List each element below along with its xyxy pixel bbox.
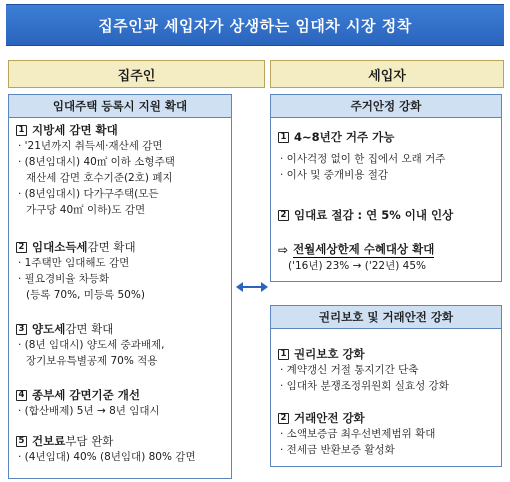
section-title: 건보료 [32, 434, 66, 448]
list-item: · '21년까지 취득세·재산세 감면 [18, 140, 163, 152]
list-item: · 소액보증금 최우선변제범위 확대 [280, 428, 436, 440]
section-title: 임대소득세 [32, 240, 88, 254]
list-item: · (8년임대시) 40㎡ 이하 소형주택 [18, 156, 175, 168]
section-title-suffix: 부담 완화 [65, 434, 114, 448]
tenant-housing-section-2 [278, 207, 497, 223]
tenant-rights-panel [270, 305, 502, 467]
page-title: 집주인과 세입자가 상생하는 임대차 시장 정착 [6, 4, 504, 46]
landlord-panel-title: 임대주택 등록시 지원 확대 [9, 95, 231, 118]
arrow-right-icon: ⇨ [278, 242, 289, 257]
tenant-housing-section-1 [278, 129, 497, 183]
list-item: 장기보유특별공제 70% 적용 [26, 355, 158, 367]
list-item: · (합산배제) 5년 → 8년 임대시 [18, 405, 160, 417]
list-item: · (8년임대시) 다가구주택(모든 [18, 188, 159, 200]
section-title-suffix: 감면 확대 [65, 322, 114, 336]
section-title-suffix: 감면 확대 [87, 240, 136, 254]
list-item: · 계약갱신 거절 통지기간 단축 [280, 364, 419, 376]
tenant-rights-section-1 [278, 346, 497, 394]
list-item: · (8년 임대시) 양도세 중과배제, [18, 339, 165, 351]
list-item: · 필요경비율 차등화 [18, 273, 110, 285]
number-badge: 4 [16, 390, 27, 401]
section-title: 거래안전 강화 [294, 411, 365, 425]
number-badge: 1 [16, 125, 27, 136]
section-title: 4~8년간 거주 가능 [294, 130, 395, 144]
list-item: 재산세 감면 호수기준(2호) 폐지 [26, 172, 173, 184]
number-badge: 2 [16, 242, 27, 253]
list-item: · 전세금 반환보증 활성화 [280, 444, 395, 456]
tenant-housing-section-3 [278, 241, 497, 274]
tenant-rights-section-2 [278, 410, 497, 458]
section-title: 지방세 감면 확대 [32, 123, 118, 137]
list-item: · (4년임대) 40% (8년임대) 80% 감면 [18, 451, 196, 463]
number-badge: 5 [16, 436, 27, 447]
section-title: 전월세상한제 수혜대상 확대 [293, 242, 435, 256]
list-item: 가구당 40㎡ 이하)도 감면 [26, 204, 146, 216]
landlord-panel [8, 94, 232, 479]
list-item: · 이사 및 중개비용 절감 [280, 169, 388, 181]
number-badge: 2 [278, 413, 289, 424]
landlord-section-4 [16, 387, 227, 419]
tenant-rights-panel-title: 권리보호 및 거래안전 강화 [271, 306, 501, 329]
number-badge: 1 [278, 349, 289, 360]
double-arrow-icon [236, 281, 268, 293]
section-title: 양도세 [32, 322, 66, 336]
list-item: · 이사걱정 없이 한 집에서 오래 거주 [280, 153, 446, 165]
number-badge: 3 [16, 324, 27, 335]
landlord-section-2 [16, 239, 227, 303]
number-badge: 1 [278, 132, 289, 143]
landlord-section-5 [16, 433, 227, 465]
section-title: 권리보호 강화 [294, 347, 365, 361]
list-item: ('16년) 23% → ('22년) 45% [288, 260, 426, 272]
column-header-tenant: 세입자 [270, 60, 504, 88]
landlord-section-1 [16, 122, 227, 218]
landlord-section-3 [16, 321, 227, 369]
list-item: · 임대차 분쟁조정위원회 실효성 강화 [280, 380, 449, 392]
number-badge: 2 [278, 210, 289, 221]
list-item: · 1주택만 임대해도 감면 [18, 257, 130, 269]
tenant-housing-panel-title: 주거안정 강화 [271, 95, 501, 118]
list-item: (등록 70%, 미등록 50%) [26, 289, 145, 301]
tenant-housing-panel [270, 94, 502, 282]
section-title: 종부세 감면기준 개선 [32, 388, 140, 402]
section-title: 임대료 절감 : 연 5% 이내 인상 [294, 208, 454, 222]
column-header-landlord: 집주인 [8, 60, 265, 88]
